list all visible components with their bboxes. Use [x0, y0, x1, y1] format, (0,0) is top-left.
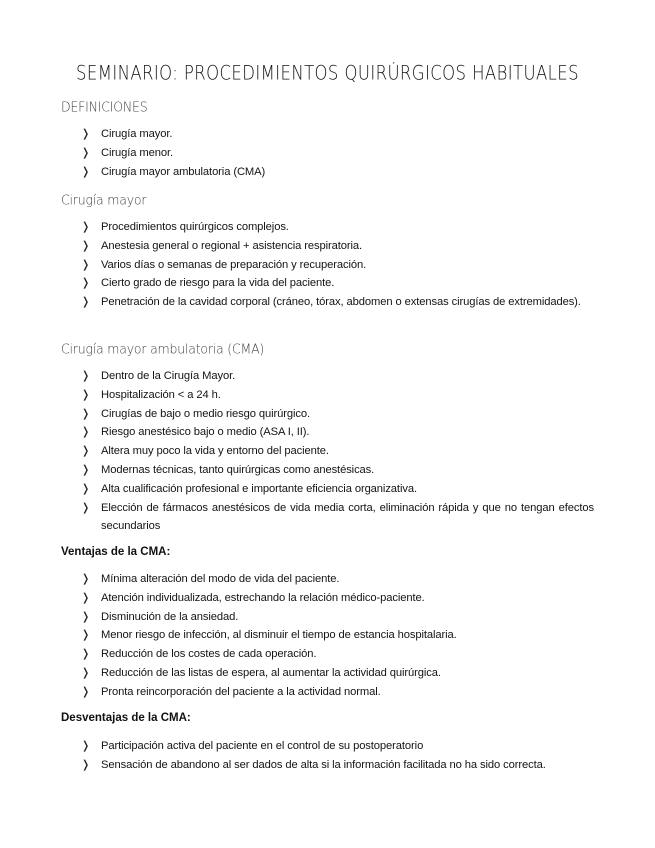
chevron-bullet-icon: ❭	[81, 370, 91, 382]
list-item: ❭ Atención individualizada, estrechando la relación médico-paciente.	[78, 589, 594, 608]
list-item: ❭ Sensación de abandono al ser dados de alta si la información facilitada no ha sido correcta.	[78, 756, 594, 775]
list-item: ❭ Anestesia general o regional + asistencia respiratoria.	[78, 237, 594, 256]
list-item: ❭ Penetración de la cavidad corporal (cráneo, tórax, abdomen o extensas cirugías de extremidades).	[78, 293, 594, 312]
chevron-bullet-icon: ❭	[81, 648, 91, 661]
chevron-bullet-icon: ❭	[81, 426, 91, 439]
list-desventajas	[78, 737, 594, 775]
list-item: ❭ Reducción de los costes de cada operación.	[78, 645, 594, 664]
list-item: ❭ Varios días o semanas de preparación y recuperación.	[78, 256, 594, 275]
list-item: ❭ Cierto grado de riesgo para la vida del paciente.	[78, 274, 594, 293]
document-title: SEMINARIO: PROCEDIMIENTOS QUIRÚRGICOS HABITUALES	[76, 62, 579, 85]
chevron-bullet-icon: ❭	[81, 666, 91, 679]
list-item: ❭ Participación activa del paciente en el control de su postoperatorio	[78, 737, 594, 756]
list-item: ❭ Procedimientos quirúrgicos complejos.	[78, 218, 594, 237]
chevron-bullet-icon: ❭	[81, 573, 91, 585]
list-item: ❭ Riesgo anestésico bajo o medio (ASA I, II).	[78, 423, 594, 442]
list-item: ❭ Hospitalización < a 24 h.	[78, 386, 594, 405]
list-item: ❭ Altera muy poco la vida y entorno del paciente.	[78, 442, 594, 461]
list-item: ❭ Cirugía mayor ambulatoria (CMA)	[78, 163, 594, 182]
chevron-bullet-icon: ❭	[81, 685, 91, 698]
list-item: ❭ Elección de fármacos anestésicos de vida media corta, eliminación rápida y que no tengan efectos secundarios	[78, 499, 594, 537]
chevron-bullet-icon: ❭	[81, 501, 91, 514]
list-item: ❭ Dentro de la Cirugía Mayor.	[78, 367, 594, 386]
section-heading-cirugia-mayor: Cirugía mayor	[61, 192, 147, 208]
list-cirugia-mayor	[78, 218, 594, 312]
chevron-bullet-icon: ❭	[81, 128, 91, 140]
list-definiciones	[78, 125, 594, 181]
list-item: ❭ Reducción de las listas de espera, al aumentar la actividad quirúrgica.	[78, 664, 594, 683]
section-heading-desventajas: Desventajas de la CMA:	[61, 712, 191, 724]
section-heading-definiciones: DEFINICIONES	[61, 99, 148, 115]
section-heading-cma: Cirugía mayor ambulatoria (CMA)	[61, 341, 265, 357]
chevron-bullet-icon: ❭	[81, 591, 91, 604]
chevron-bullet-icon: ❭	[81, 758, 91, 771]
chevron-bullet-icon: ❭	[81, 407, 91, 420]
chevron-bullet-icon: ❭	[81, 239, 91, 252]
chevron-bullet-icon: ❭	[81, 610, 91, 623]
list-ventajas	[78, 570, 594, 702]
chevron-bullet-icon: ❭	[81, 165, 91, 178]
list-item: ❭ Alta cualificación profesional e importante eficiencia organizativa.	[78, 480, 594, 499]
list-item: ❭ Cirugías de bajo o medio riesgo quirúrgico.	[78, 405, 594, 424]
chevron-bullet-icon: ❭	[81, 482, 91, 495]
chevron-bullet-icon: ❭	[81, 277, 91, 290]
list-item: ❭ Mínima alteración del modo de vida del paciente.	[78, 570, 594, 589]
chevron-bullet-icon: ❭	[81, 146, 91, 159]
list-cma	[78, 367, 594, 536]
chevron-bullet-icon: ❭	[81, 740, 91, 752]
list-item: ❭ Menor riesgo de infección, al disminuir el tiempo de estancia hospitalaria.	[78, 626, 594, 645]
section-heading-ventajas: Ventajas de la CMA:	[61, 546, 171, 558]
chevron-bullet-icon: ❭	[81, 463, 91, 476]
list-item: ❭ Modernas técnicas, tanto quirúrgicas como anestésicas.	[78, 461, 594, 480]
chevron-bullet-icon: ❭	[81, 629, 91, 642]
chevron-bullet-icon: ❭	[81, 296, 91, 309]
list-item: ❭ Pronta reincorporación del paciente a la actividad normal.	[78, 683, 594, 702]
chevron-bullet-icon: ❭	[81, 445, 91, 458]
chevron-bullet-icon: ❭	[81, 388, 91, 401]
list-item: ❭ Disminución de la ansiedad.	[78, 608, 594, 627]
chevron-bullet-icon: ❭	[81, 258, 91, 271]
chevron-bullet-icon: ❭	[81, 221, 91, 233]
list-item: ❭ Cirugía mayor.	[78, 125, 594, 144]
list-item: ❭ Cirugía menor.	[78, 144, 594, 163]
